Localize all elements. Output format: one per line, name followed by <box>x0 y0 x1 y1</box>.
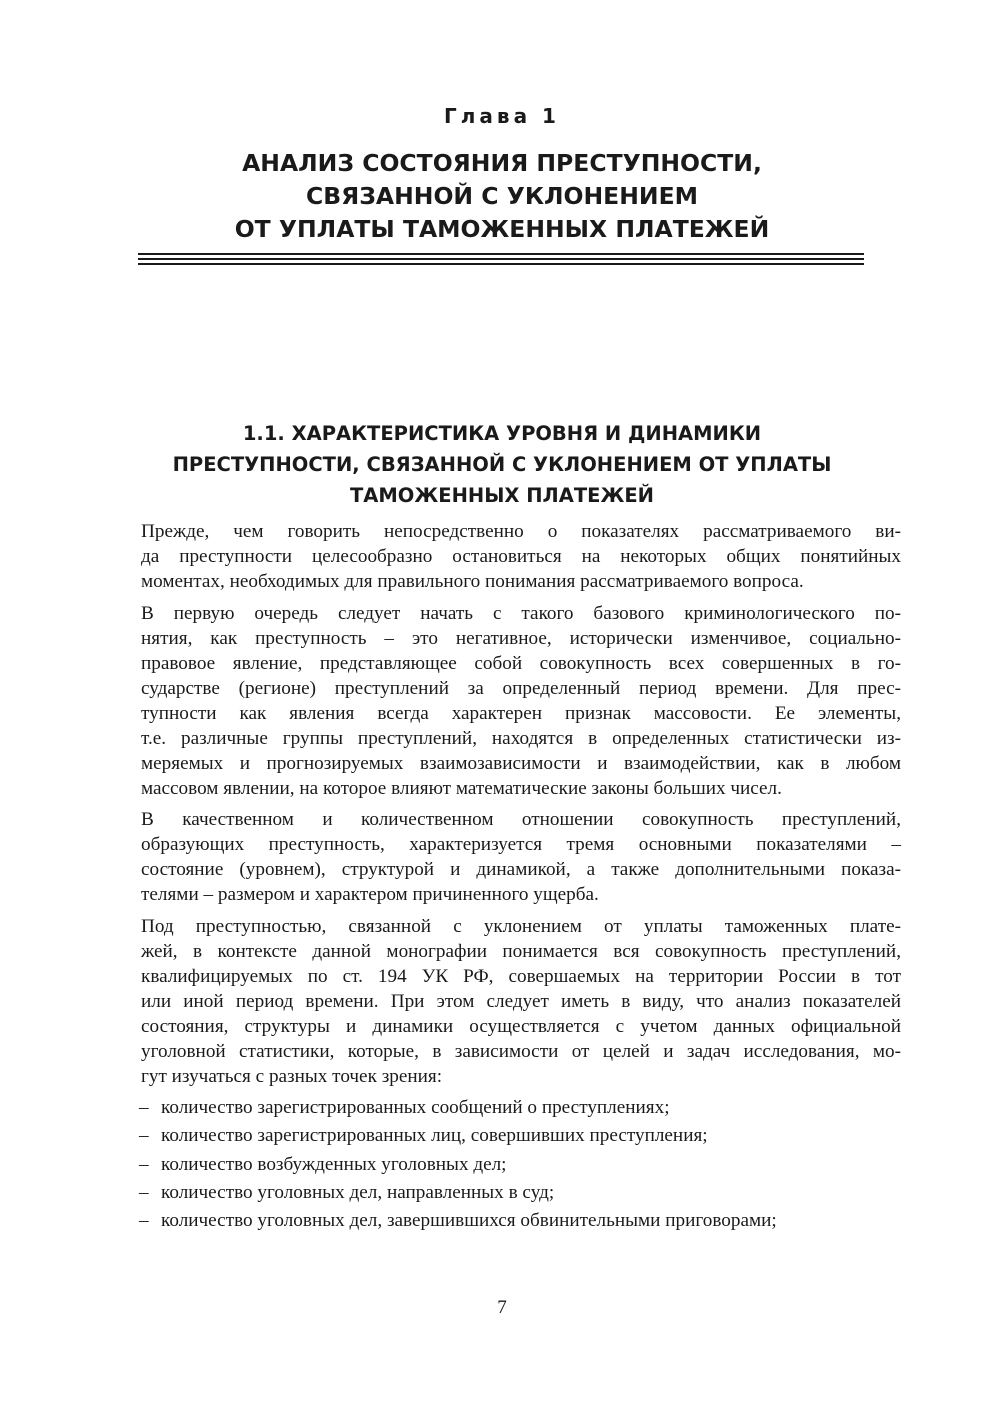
text-line: квалифицируемых по ст. 194 УК РФ, совершаемых на территории России в тот <box>141 965 901 987</box>
chapter-title-line: ОТ УПЛАТЫ ТАМОЖЕННЫХ ПЛАТЕЖЕЙ <box>234 215 770 243</box>
list-item <box>105 1095 901 1123</box>
list-item-text: количество зарегистрированных лиц, совершивших преступления; <box>161 1125 708 1147</box>
section-title-line: ПРЕСТУПНОСТИ, СВЯЗАННОЙ С УКЛОНЕНИЕМ ОТ УПЛАТЫ <box>172 453 832 476</box>
text-line: тупности как явления всегда характерен признак массовости. Ее элементы, <box>141 702 901 724</box>
list-item <box>105 1208 901 1236</box>
list-dash: – <box>139 1210 149 1232</box>
text-line: сударстве (регионе) преступлений за определенный период времени. Для прес- <box>141 677 901 699</box>
divider-line <box>138 263 864 265</box>
list-dash: – <box>139 1181 149 1203</box>
statistics-list <box>105 1095 901 1236</box>
list-item-text: количество уголовных дел, завершившихся обвинительными приговорами; <box>161 1210 777 1232</box>
text-line: состояния, структуры и динамики осуществляется с учетом данных официальной <box>141 1015 901 1037</box>
paragraph <box>105 807 901 907</box>
list-item <box>105 1152 901 1180</box>
text-line: правовое явление, представляющее собой совокупность всех совершенных в го- <box>141 652 901 674</box>
text-line: уголовной статистики, которые, в зависимости от целей и задач исследования, мо- <box>141 1040 901 1062</box>
list-item <box>105 1180 901 1208</box>
paragraph <box>105 601 901 801</box>
text-line: В качественном и количественном отношении совокупность преступлений, <box>141 809 901 830</box>
text-line: В первую очередь следует начать с такого базового криминологического по- <box>141 602 901 624</box>
text-line: т.е. различные группы преступлений, находятся в определенных статистически из- <box>141 727 901 749</box>
text-line: гут изучаться с разных точек зрения: <box>141 1065 443 1087</box>
text-line: моментах, необходимых для правильного понимания рассматриваемого вопроса. <box>141 571 804 592</box>
text-line: образующих преступность, характеризуется тремя основными показателями – <box>141 834 901 855</box>
text-line: нятия, как преступность – это негативное, исторически изменчивое, социально- <box>141 627 901 649</box>
text-line: телями – размером и характером причиненного ущерба. <box>141 884 599 905</box>
list-item <box>105 1123 901 1151</box>
text-line: массовом явлении, на которое влияют математические законы больших чисел. <box>141 777 782 799</box>
text-line: да преступности целесообразно остановиться на некоторых общих понятийных <box>141 546 901 567</box>
list-item-text: количество зарегистрированных сообщений о преступлениях; <box>161 1097 670 1118</box>
section-title-line: ТАМОЖЕННЫХ ПЛАТЕЖЕЙ <box>350 484 654 507</box>
text-line: Прежде, чем говорить непосредственно о показателях рассматриваемого ви- <box>141 521 901 542</box>
text-line: или иной период времени. При этом следует иметь в виду, что анализ показателей <box>141 990 901 1012</box>
text-line: Под преступностью, связанной с уклонением от уплаты таможенных плате- <box>141 915 901 937</box>
chapter-title-line: СВЯЗАННОЙ С УКЛОНЕНИЕМ <box>305 182 699 210</box>
text-line: жей, в контексте данной монографии понимается вся совокупность преступлений, <box>141 940 901 962</box>
list-item-text: количество уголовных дел, направленных в суд; <box>161 1181 555 1203</box>
section-title-line: 1.1. ХАРАКТЕРИСТИКА УРОВНЯ И ДИНАМИКИ <box>242 422 762 445</box>
list-dash: – <box>139 1153 149 1175</box>
text-line: состояние (уровнем), структурой и динамикой, а также дополнительными показа- <box>141 859 901 880</box>
text-line: меряемых и прогнозируемых взаимозависимости и взаимодействии, как в любом <box>141 752 901 774</box>
list-dash: – <box>139 1125 149 1147</box>
divider-line <box>138 253 864 255</box>
chapter-divider <box>138 253 864 266</box>
list-item-text: количество возбужденных уголовных дел; <box>161 1153 507 1175</box>
page-number: 7 <box>497 1297 507 1318</box>
list-dash: – <box>139 1097 149 1118</box>
chapter-label: Глава 1 <box>444 104 560 128</box>
chapter-title <box>160 147 844 246</box>
paragraph <box>105 914 901 1089</box>
paragraph <box>105 519 901 594</box>
divider-line <box>138 258 864 260</box>
section-title <box>120 418 884 511</box>
chapter-title-line: АНАЛИЗ СОСТОЯНИЯ ПРЕСТУПНОСТИ, <box>242 149 762 177</box>
body-text <box>105 519 901 1236</box>
